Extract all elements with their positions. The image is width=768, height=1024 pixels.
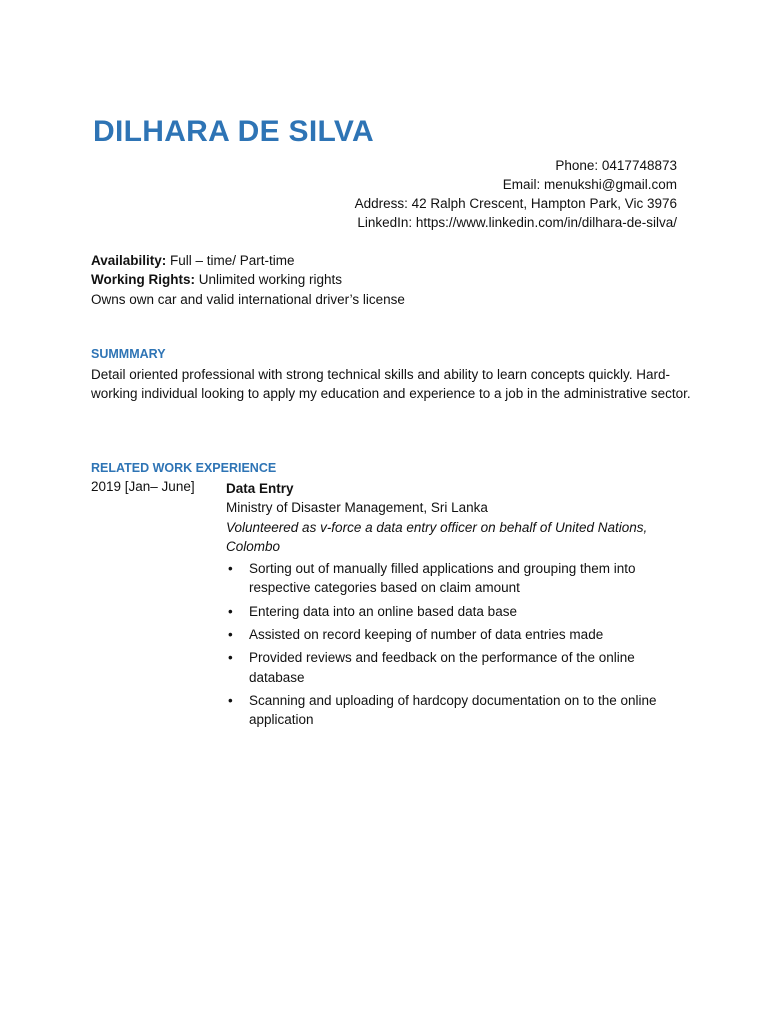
address-line: Address: 42 Ralph Crescent, Hampton Park, Vic 3976 [354,196,677,211]
availability-value: Full – time/ Part-time [166,253,295,268]
license-line: Owns own car and valid international driver’s license [91,291,405,307]
duty-text: Assisted on record keeping of number of data entries made [249,627,604,643]
duty-text: Entering data into an online based data base [249,603,517,619]
duties-list [226,559,686,729]
experience-heading: RELATED WORK EXPERIENCE [91,461,277,475]
duty-text: Provided reviews and feedback on the performance of the online database [249,650,635,685]
list-item [226,691,686,730]
availability-label: Availability: [91,253,167,268]
bullet-icon: • [228,650,233,666]
bullet-icon: • [228,561,233,577]
bullet-icon: • [228,627,233,643]
bullet-icon: • [228,603,233,619]
list-item [226,625,686,644]
applicant-name: DILHARA DE SILVA [93,115,374,148]
working-rights-value: Unlimited working rights [195,272,343,288]
bullet-icon: • [228,692,233,708]
list-item [226,648,686,687]
list-item [226,559,686,598]
email-line: Email: menukshi@gmail.com [502,177,677,192]
job-description: Volunteered as v-force a data entry officer on behalf of United Nations, Colombo [226,519,648,554]
list-item [226,602,686,621]
contact-block [355,156,677,232]
working-rights-label: Working Rights: [91,272,195,288]
availability-block [91,251,405,309]
duty-text: Sorting out of manually filled applications and grouping them into respective categories based on claim amount [249,561,636,596]
job-date: 2019 [Jan– June] [91,479,195,494]
job-title: Data Entry [226,481,294,496]
job-organization: Ministry of Disaster Management, Sri Lanka [226,500,488,516]
linkedin-line: LinkedIn: https://www.linkedin.com/in/dilhara-de-silva/ [357,215,677,230]
phone-line: Phone: 0417748873 [555,158,677,173]
duty-text: Scanning and uploading of hardcopy documentation on to the online application [249,692,657,728]
job-entry [226,479,686,734]
summary-heading: SUMMMARY [91,347,166,361]
working-rights-line [91,270,405,289]
summary-text: Detail oriented professional with strong technical skills and ability to learn concepts quickly. Hard-working individual looking to apply my education and experience to a job in the administrative sector. [91,367,691,402]
availability-line [91,251,405,270]
